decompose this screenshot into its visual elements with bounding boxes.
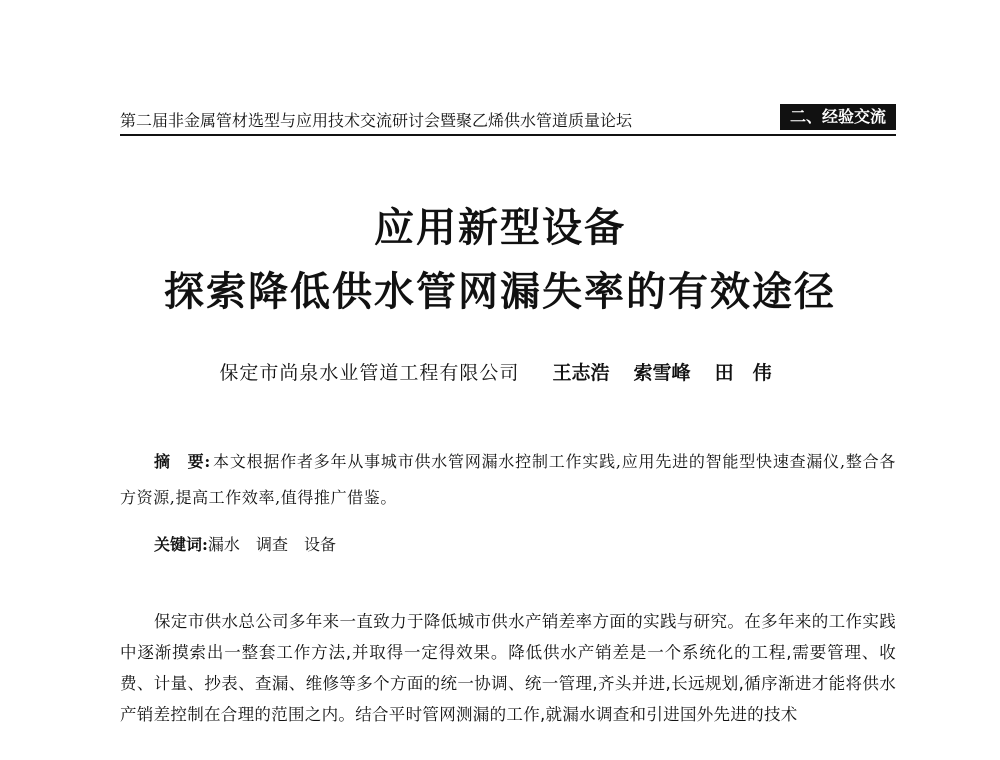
byline [0,358,1000,385]
abstract-text: 本文根据作者多年从事城市供水管网漏水控制工作实践,应用先进的智能型快速查漏仪,整合各方资源,提高工作效率,值得推广借鉴。 [120,452,897,507]
author-name: 王志浩 [552,362,610,384]
body-paragraph: 保定市供水总公司多年来一直致力于降低城市供水产销差率方面的实践与研究。在多年来的工作实践中逐渐摸索出一整套工作方法,并取得一定得效果。降低供水产销差是一个系统化的工程,需要管理、收费、计量、抄表、查漏、维修等多个方面的统一协调、统一管理,齐头并进,长远规划,循序渐进才能将供水产销差控制在合理的范围之内。结合平时管网测漏的工作,就漏水调查和引进国外先进的技术 [120,612,896,724]
abstract [120,444,896,516]
section-badge: 二、经验交流 [780,104,896,130]
keywords-label: 关键词: [154,535,208,554]
running-header [120,104,896,136]
keyword: 设备 [303,535,336,554]
paper-title-line-2: 探索降低供水管网漏失率的有效途径 [164,268,836,315]
author-name: 田 伟 [714,362,772,384]
affiliation: 保定市尚泉水业管道工程有限公司 [219,362,520,384]
keyword: 调查 [255,535,288,554]
conference-title: 第二届非金属管材选型与应用技术交流研讨会暨聚乙烯供水管道质量论坛 [120,111,633,130]
keyword: 漏水 [207,535,240,554]
abstract-label: 摘 要: [154,452,211,471]
author-name: 索雪峰 [633,362,691,384]
paper-title-line-1: 应用新型设备 [374,204,626,251]
keywords [154,532,352,555]
